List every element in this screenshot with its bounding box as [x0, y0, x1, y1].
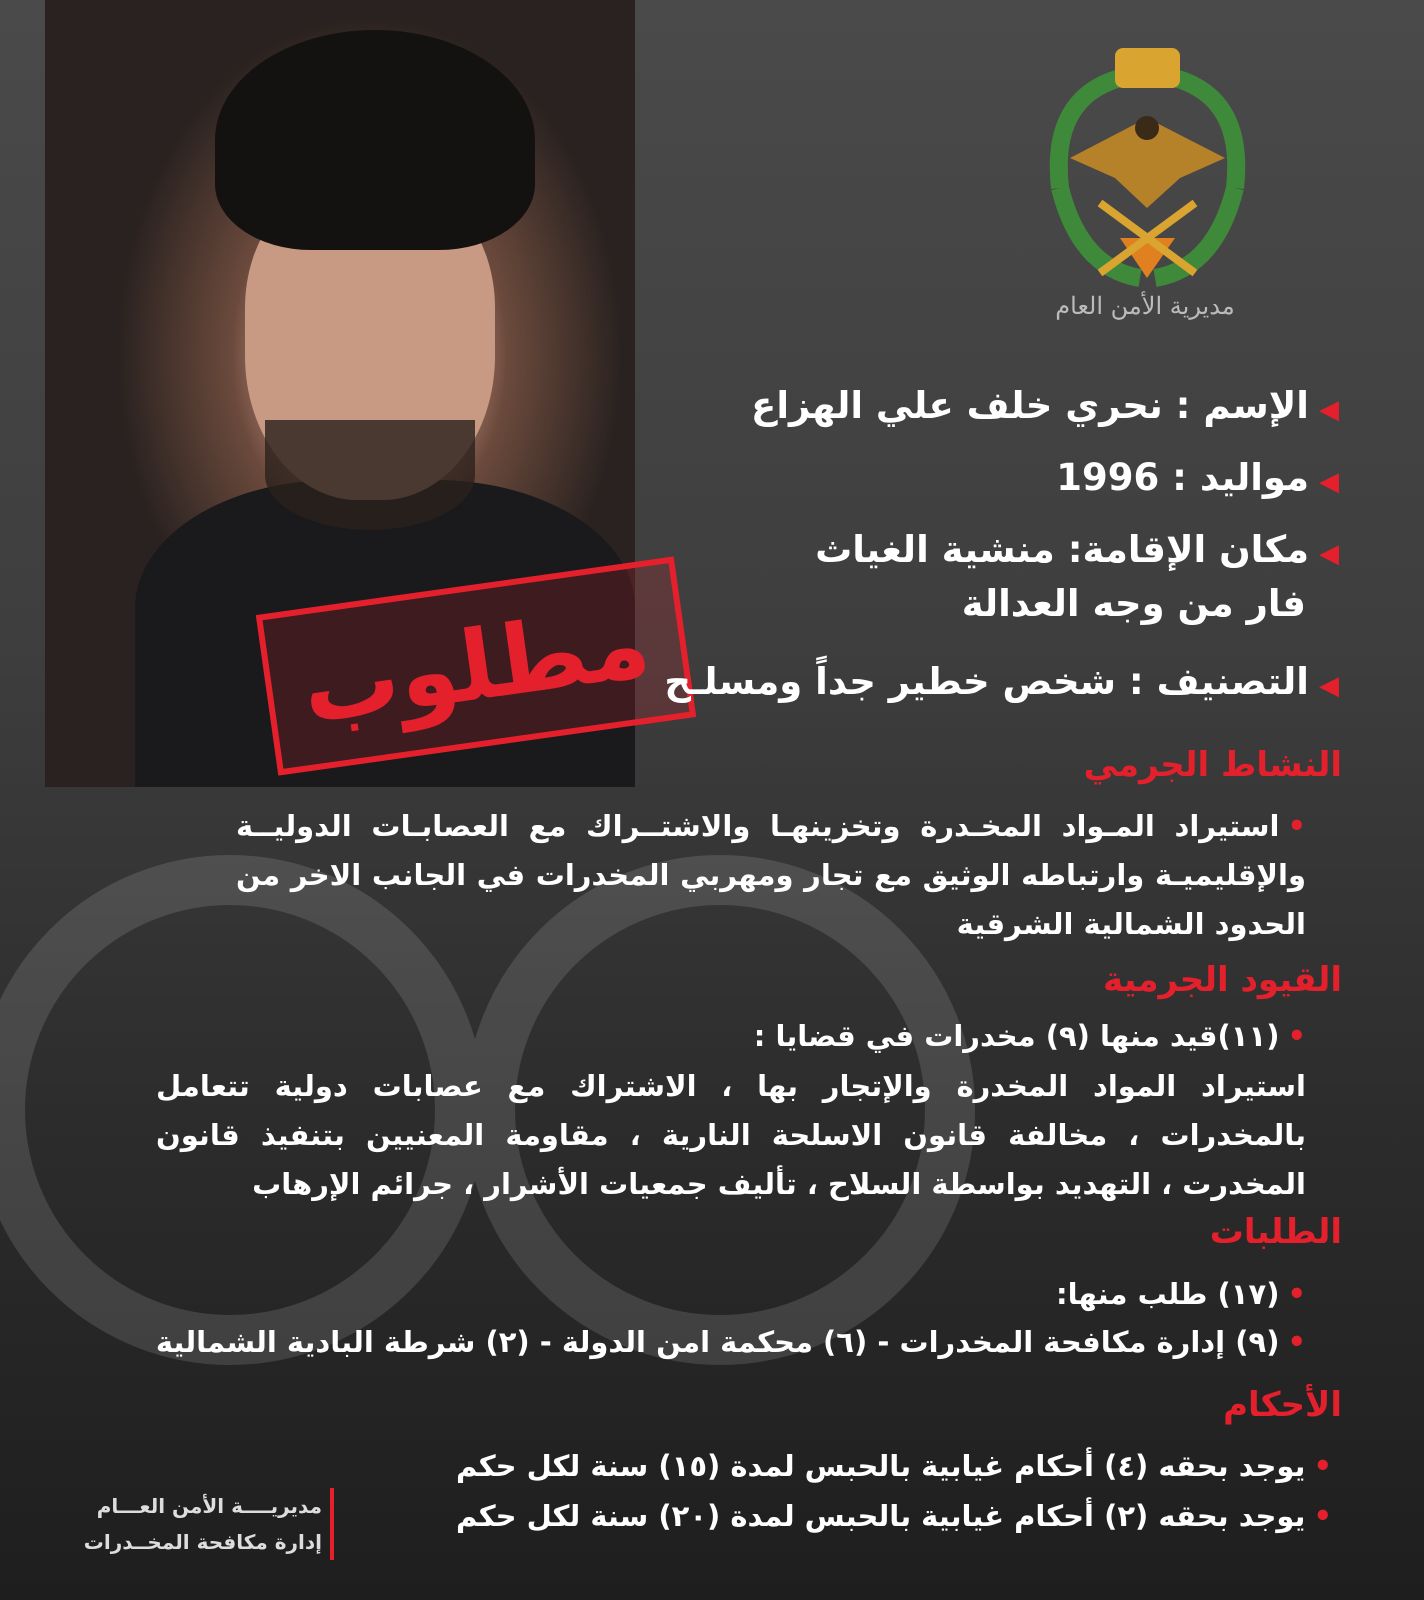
- activity-text: [236, 802, 1306, 949]
- footer-line-1: مديريــــة الأمن العـــام: [96, 1494, 322, 1518]
- footer-signature: [60, 1488, 334, 1560]
- request-item: [156, 1318, 1306, 1367]
- records-lead-text: (١١)قيد منها (٩) مخدرات في قضايا :: [753, 1019, 1280, 1053]
- wanted-stamp-text: مطلوب: [295, 586, 657, 746]
- birth-text: مواليد : 1996: [1056, 456, 1309, 499]
- name-line: [751, 380, 1339, 436]
- classification-text: التصنيف : شخص خطير جداً ومسلـح: [664, 660, 1309, 703]
- bullet-icon: •: [1287, 1019, 1306, 1053]
- records-text: استيراد المواد المخدرة والإتجار بها ، الاشتراك مع عصابات دولية تتعامل بالمخدرات ، مخالفة قانون الاسلحة النارية ، مقاومة المعنيين بتنفيذ قانون المخدرت ، التهديد بواسطة السلاح ، تأليف جمعيات الأشرار ، جرائم الإرهاب: [156, 1069, 1306, 1201]
- bullet-icon: •: [1313, 1449, 1332, 1483]
- records-title: القيود الجرمية: [1103, 960, 1342, 1000]
- bullet-icon: •: [1287, 1277, 1306, 1311]
- requests-title: الطلبات: [1209, 1212, 1342, 1252]
- bullet-icon: •: [1313, 1499, 1332, 1533]
- activity-body: استيراد المـواد المخـدرة وتخزينهـا والاشتــراك مع العصابـات الدوليــة والإقليميـة وارتباطه الوثيق مع تجار ومهربي المخدرات في الجانب الاخر من الحدود الشمالية الشرقية: [236, 809, 1306, 941]
- records-lead: [754, 1012, 1306, 1061]
- birth-line: [1056, 452, 1339, 508]
- name-text: الإسم : نحري خلف علي الهزاع: [751, 384, 1309, 427]
- sentence-item: [456, 1492, 1332, 1541]
- status-line: فار من وجه العدالة: [961, 582, 1306, 625]
- bullet-icon: •: [1287, 809, 1306, 843]
- activity-title: النشاط الجرمي: [1083, 745, 1342, 785]
- triangle-bullet-icon: ◀: [1319, 467, 1339, 497]
- classification-line: [664, 656, 1339, 712]
- residence-line: [815, 524, 1339, 580]
- bullet-icon: •: [1287, 1325, 1306, 1359]
- triangle-bullet-icon: ◀: [1319, 539, 1339, 569]
- footer-line-2: إدارة مكافحة المخــدرات: [83, 1530, 322, 1554]
- sentences-title: الأحكام: [1223, 1385, 1342, 1425]
- sentence-text: يوجد بحقه (٢) أحكام غيابية بالحبس لمدة (٢٠) سنة لكل حكم: [455, 1499, 1306, 1533]
- sentence-item: [456, 1442, 1332, 1491]
- triangle-bullet-icon: ◀: [1319, 395, 1339, 425]
- triangle-bullet-icon: ◀: [1319, 671, 1339, 701]
- logo-text: مديرية الأمن العام: [1055, 292, 1235, 320]
- request-item: [1056, 1270, 1306, 1319]
- request-text: (٩) إدارة مكافحة المخدرات - (٦) محكمة امن الدولة - (٢) شرطة البادية الشمالية: [155, 1325, 1280, 1359]
- residence-text: مكان الإقامة: منشية الغياث: [815, 528, 1309, 571]
- sentence-text: يوجد بحقه (٤) أحكام غيابية بالحبس لمدة (١٥) سنة لكل حكم: [455, 1449, 1306, 1483]
- request-text: (١٧) طلب منها:: [1056, 1277, 1280, 1311]
